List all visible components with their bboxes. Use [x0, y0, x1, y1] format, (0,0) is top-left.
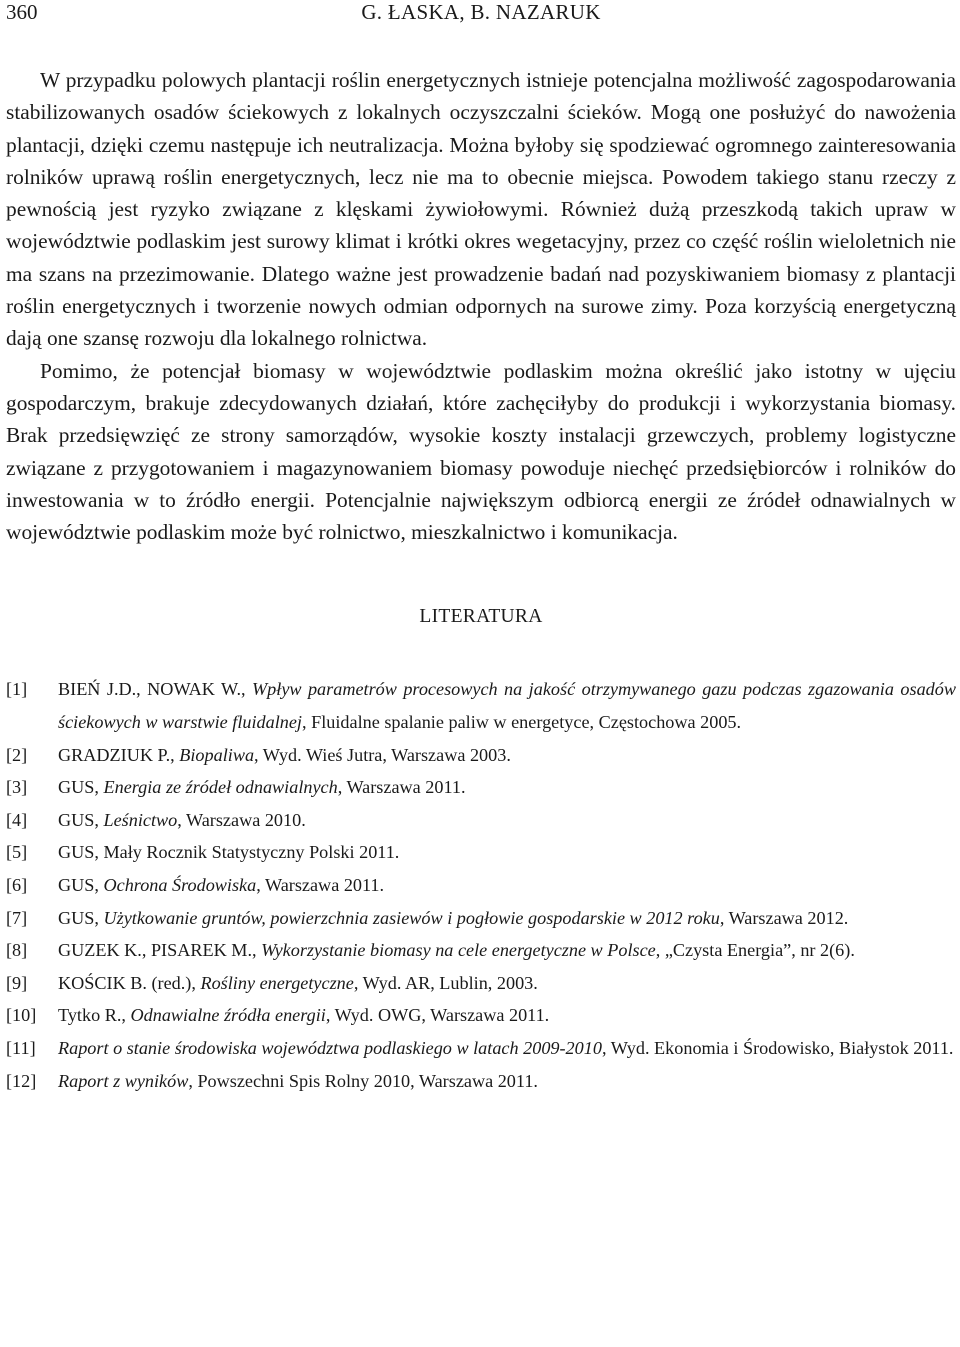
paragraph: Pomimo, że potencjał biomasy w województwie podlaskim można określić jako istotny w ujęciu gospodarczym, brakuje zdecydowanych działań, które zachęciłyby do produkcji i wykorzystania biomasy. Brak przedsięwzięć ze strony samorządów, wysokie koszty instalacji grzewczych, problemy logistyczne związane z przygotowaniem i magazynowaniem biomasy powoduje niechęć przedsiębiorców i rolników do inwestowania w to źródło energii. Potencjalnie największym odbiorcą energii ze źródeł odnawialnych w województwie podlaskim może być rolnictwo, mieszkalnictwo i komunikacja.: [6, 358, 956, 545]
reference-number: [3]: [6, 777, 28, 798]
reference-number: [12]: [6, 1070, 37, 1091]
reference-item: [6, 1065, 956, 1098]
reference-authors: GUS,: [58, 777, 104, 798]
running-title: G. ŁASKA, B. NAZARUK: [361, 0, 601, 24]
reference-item: [6, 869, 956, 902]
reference-text: [58, 967, 956, 1000]
reference-title: Odnawialne źródła energii: [130, 1005, 326, 1026]
reference-publication: , Warszawa 2012.: [719, 907, 849, 928]
reference-text: [58, 902, 956, 935]
reference-text: [58, 804, 956, 837]
page-number: 360: [6, 0, 38, 24]
reference-text: [58, 869, 956, 902]
reference-number: [8]: [6, 940, 28, 961]
reference-title: Raport o stanie środowiska województwa podlaskiego w latach 2009-2010: [58, 1037, 602, 1058]
reference-number: [2]: [6, 744, 28, 765]
reference-item: [6, 1032, 956, 1065]
reference-authors: GUS,: [58, 907, 104, 928]
reference-text: [58, 739, 956, 772]
reference-publication: , Warszawa 2011.: [337, 777, 466, 798]
reference-item: [6, 902, 956, 935]
reference-title: Wpływ parametrów procesowych na jakość otrzymywanego gazu podczas zgazowania osadów ściekowych w warstwie fluidalnej: [58, 679, 956, 733]
reference-title: Raport z wyników: [58, 1070, 189, 1091]
reference-text: [58, 1032, 956, 1065]
reference-authors: GUS,: [58, 809, 104, 830]
running-header: [6, 0, 956, 24]
reference-authors: GUS, Mały Rocznik Statystyczny Polski 2011.: [58, 842, 400, 863]
reference-title: Wykorzystanie biomasy na cele energetyczne w Polsce: [261, 940, 656, 961]
reference-publication: , Wyd. Wieś Jutra, Warszawa 2003.: [254, 744, 511, 765]
reference-item: [6, 804, 956, 837]
reference-text: [58, 673, 956, 738]
reference-publication: , Wyd. AR, Lublin, 2003.: [353, 972, 538, 993]
reference-number: [9]: [6, 972, 28, 993]
reference-title: Energia ze źródeł odnawialnych: [103, 777, 338, 798]
reference-number: [10]: [6, 1005, 37, 1026]
reference-item: [6, 999, 956, 1032]
reference-item: [6, 934, 956, 967]
reference-title: Leśnictwo: [103, 809, 178, 830]
reference-title: Ochrona Środowiska: [103, 875, 257, 896]
reference-title: Użytkowanie gruntów, powierzchnia zasiewów i pogłowie gospodarskie w 2012 roku: [103, 907, 720, 928]
document-page: [6, 0, 956, 1097]
reference-item: [6, 836, 956, 869]
body-text: [6, 64, 956, 548]
reference-text: [58, 836, 956, 869]
reference-number: [11]: [6, 1037, 36, 1058]
reference-authors: BIEŃ J.D., NOWAK W.,: [58, 679, 253, 700]
reference-number: [4]: [6, 809, 28, 830]
reference-text: [58, 1065, 956, 1098]
reference-list: [6, 673, 956, 1097]
reference-number: [5]: [6, 842, 28, 863]
reference-authors: KOŚCIK B. (red.),: [58, 972, 201, 993]
reference-number: [7]: [6, 907, 28, 928]
reference-authors: GRADZIUK P.,: [58, 744, 180, 765]
reference-publication: , Wyd. OWG, Warszawa 2011.: [325, 1005, 550, 1026]
reference-publication: , Warszawa 2011.: [256, 875, 385, 896]
reference-title: Biopaliwa: [179, 744, 255, 765]
reference-item: [6, 967, 956, 1000]
reference-number: [6]: [6, 875, 28, 896]
reference-publication: , „Czysta Energia”, nr 2(6).: [655, 940, 855, 961]
reference-text: [58, 771, 956, 804]
paragraph: W przypadku polowych plantacji roślin energetycznych istnieje potencjalna możliwość zagospodarowania stabilizowanych osadów ściekowych z lokalnych oczyszczalni ścieków. Mogą one posłużyć do nawożenia plantacji, dzięki czemu następuje ich neutralizacja. Można byłoby się spodziewać ogromnego zainteresowania rolników uprawą roślin energetycznych, lecz nie ma to obecnie miejsca. Powodem takiego stanu rzeczy z pewnością jest ryzyko związane z klęskami żywiołowymi. Również dużą przeszkodą takich upraw w województwie podlaskim jest surowy klimat i krótki okres wegetacyjny, przez co część roślin wieloletnich nie ma szans na przezimowanie. Dlatego ważne jest prowadzenie badań nad pozyskiwaniem biomasy z plantacji roślin energetycznych i tworzenie nowych odmian odpornych na surowe zimy. Poza korzyścią energetyczną dają one szansę rozwoju dla lokalnego rolnictwa.: [6, 68, 956, 351]
reference-authors: GUZEK K., PISAREK M.,: [58, 940, 262, 961]
reference-item: [6, 739, 956, 772]
reference-authors: Tytko R.,: [58, 1005, 131, 1026]
reference-item: [6, 771, 956, 804]
reference-number: [1]: [6, 679, 28, 700]
reference-item: [6, 673, 956, 738]
reference-publication: , Warszawa 2010.: [177, 809, 306, 830]
literature-heading: LITERATURA: [419, 606, 543, 628]
reference-text: [58, 934, 956, 967]
reference-publication: , Powszechni Spis Rolny 2010, Warszawa 2011.: [188, 1070, 538, 1091]
reference-authors: GUS,: [58, 875, 104, 896]
reference-text: [58, 999, 956, 1032]
reference-publication: , Wyd. Ekonomia i Środowisko, Białystok 2011.: [601, 1037, 954, 1058]
reference-publication: , Fluidalne spalanie paliw w energetyce, Częstochowa 2005.: [302, 712, 742, 733]
reference-title: Rośliny energetyczne: [200, 972, 354, 993]
